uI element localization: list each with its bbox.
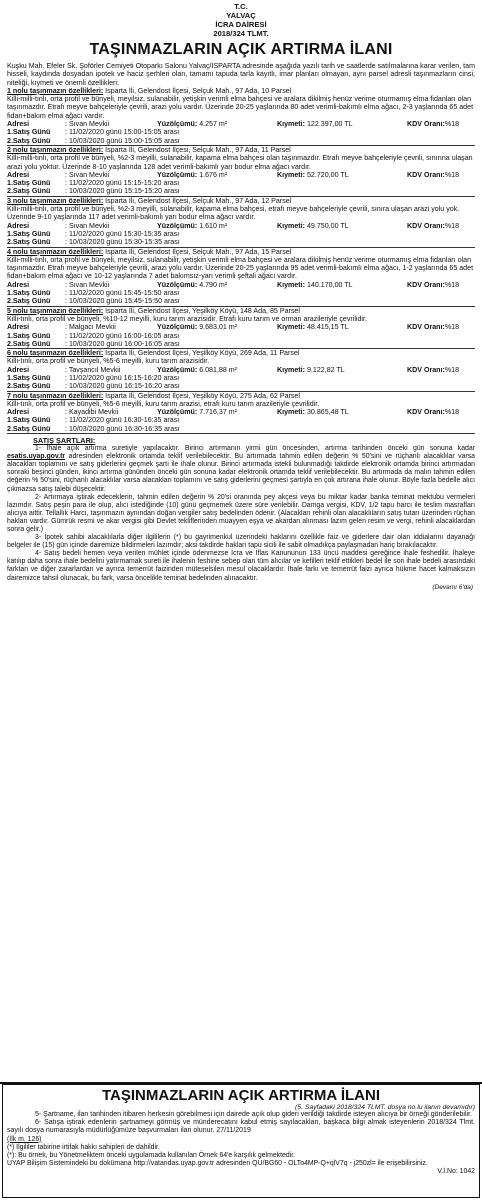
first-print-ref: (İlk m. 126) bbox=[7, 1135, 42, 1143]
sale-conditions-title: SATIŞ ŞARTLARI: bbox=[33, 436, 96, 446]
parcel-4 bbox=[7, 248, 475, 307]
parcel-title: 4 nolu taşınmazın özellikleri: bbox=[7, 247, 104, 256]
parcel-heading bbox=[7, 349, 475, 357]
parcel-heading bbox=[7, 197, 475, 205]
parcel-details-row bbox=[7, 120, 475, 128]
area-label: Yüzölçümü: bbox=[157, 408, 198, 417]
parcel-description: Killi-milli-tınlı, orta profil ve bünyeli, %2-3 meyilli, sulanabilir, kapama elma bahçesi olan taşınmazdır. Etrafı meyve bahçeleriyle çevrili, sınırına ulaşan arazi yolu yoktur. Üzerinde 8-10 yaşlarında 128 adet verimli-bakımlı yarı bodur elma ağacı vardır. bbox=[7, 154, 473, 171]
second-sale-row bbox=[7, 425, 475, 433]
parcel-area: 4.257 m² bbox=[199, 120, 228, 129]
parcel-address: : Tavşancıl Mevkii bbox=[65, 365, 121, 374]
parcel-details-row bbox=[7, 408, 475, 416]
ad-reference-number: V.İ.No: 1042 bbox=[437, 1167, 475, 1175]
address-label: Adresi bbox=[7, 221, 30, 230]
parcel-description: Killi-milli-tınlı, orta profil ve bünyeli, meyilsiz, sulanabilir, yetişkin verimli elma bahçesi ve aralara dikilmiş henüz verime oturmamış elma fidanları olan taşınmazdır. Etrafı meyve bahçeleriyle çevrili, arazi yolu vardır. Üzerinde 20-25 yaşlarında 95 adet verimli-bakımlı elma ağacı, 1-2 yaşlarında 65 adet fidan+bakım elma ağacı ve 10-12 yaşlarında 7 adet bakımsız-yarı verimli şeftali ağacı vardır. bbox=[7, 255, 474, 281]
first-sale-label: 1.Satış Günü bbox=[7, 331, 51, 340]
second-sale-date: : 10/03/2020 günü 15:45-15:50 arası bbox=[65, 297, 180, 306]
parcel-heading bbox=[7, 248, 475, 256]
first-sale-row bbox=[7, 128, 475, 136]
first-sale-row bbox=[7, 416, 475, 424]
parcel-location: Isparta İli, Gelendost İlçesi, Selçuk Mah., 97 Ada, 11 Parsel bbox=[103, 145, 291, 154]
continued-note: (Devamı 6'da) bbox=[432, 583, 473, 591]
first-sale-date: : 11/02/2020 günü 15:00-15:05 arası bbox=[65, 128, 180, 137]
parcel-value: 122.397,00 TL bbox=[306, 120, 353, 129]
condition-1-text-a: 1- İhale açık artırma suretiyle yapılacaktır. Birinci artırmanın yirmi gün öncesinden, artırma tarihinden önceki gün sonuna kadar bbox=[35, 445, 475, 453]
esatis-link[interactable]: esatis.uyap.gov.tr bbox=[7, 453, 66, 461]
second-sale-row bbox=[7, 187, 475, 195]
second-sale-date: : 10/03/2020 günü 15:30-15:35 arası bbox=[65, 238, 180, 247]
parcel-title: 7 nolu taşınmazın özellikleri: bbox=[7, 391, 104, 400]
parcel-details-row bbox=[7, 222, 475, 230]
value-label: Kıymeti: bbox=[277, 280, 305, 289]
parcel-title: 2 nolu taşınmazın özellikleri: bbox=[7, 145, 104, 154]
first-sale-date: : 11/02/2020 günü 15:30-15:35 arası bbox=[65, 229, 180, 238]
parcel-5 bbox=[7, 307, 475, 349]
value-label: Kıymeti: bbox=[277, 408, 305, 417]
area-label: Yüzölçümü: bbox=[157, 323, 198, 332]
address-label: Adresi bbox=[7, 120, 30, 129]
value-label: Kıymeti: bbox=[277, 221, 305, 230]
parcel-location: Isparta İli, Gelendost İlçesi, Selçuk Mah., 97 Ada, 12 Parsel bbox=[103, 196, 292, 205]
second-sale-label: 2.Satış Günü bbox=[7, 136, 51, 145]
first-sale-row bbox=[7, 179, 475, 187]
area-label: Yüzölçümü: bbox=[157, 120, 198, 129]
parcel-title: 5 nolu taşınmazın özellikleri: bbox=[7, 306, 104, 315]
continuation-subtitle: (5. Sayfadaki 2018/324 TLMT. dosya no.lu ilanın devamıdır) bbox=[295, 1104, 475, 1111]
parcel-description: Killi-tınlı, orta profil ve bünyeli, %10-12 meyilli, kuru tarım arazisidir. Etrafı kuru tarım ve orman arazileriyle çevrilidir. bbox=[7, 314, 367, 323]
second-sale-date: : 10/03/2020 günü 15:00-15:05 arası bbox=[65, 136, 180, 145]
parcel-6 bbox=[7, 349, 475, 391]
address-label: Adresi bbox=[7, 365, 30, 374]
header-line-office: İCRA DAİRESİ bbox=[215, 20, 267, 29]
second-sale-date: : 10/03/2020 günü 16:00-16:05 arası bbox=[65, 339, 180, 348]
second-sale-date: : 10/03/2020 günü 15:15-15:20 arası bbox=[65, 187, 180, 196]
first-sale-date: : 11/02/2020 günü 16:15-16:20 arası bbox=[65, 373, 180, 382]
area-label: Yüzölçümü: bbox=[157, 280, 198, 289]
first-sale-label: 1.Satış Günü bbox=[7, 289, 51, 298]
parcel-area: 6.081,88 m² bbox=[199, 365, 238, 374]
value-label: Kıymeti: bbox=[277, 323, 305, 332]
second-sale-row bbox=[7, 238, 475, 246]
first-sale-row bbox=[7, 332, 475, 340]
parcel-location: Isparta İli, Gelendost İlçesi, Yeşilköy Köyü, 148 Ada, 85 Parsel bbox=[103, 306, 300, 315]
second-sale-label: 2.Satış Günü bbox=[7, 339, 51, 348]
kdv-label: KDV Oranı: bbox=[407, 170, 445, 179]
parcel-location: Isparta İli, Gelendost İlçesi, Selçuk Mah., 97 Ada, 15 Parsel bbox=[103, 247, 292, 256]
first-sale-label: 1.Satış Günü bbox=[7, 229, 51, 238]
parcel-address: : Kayadibi Mevkii bbox=[65, 408, 119, 417]
parcel-area: 4.790 m² bbox=[199, 280, 228, 289]
second-sale-label: 2.Satış Günü bbox=[7, 297, 51, 306]
notice-title: TAŞINMAZLARIN AÇIK ARTIRMA İLANI bbox=[89, 41, 393, 58]
header-line-file-no: 2018/324 TLMT. bbox=[213, 29, 269, 38]
parcel-title: 3 nolu taşınmazın özellikleri: bbox=[7, 196, 104, 205]
parcel-value: 30.865,48 TL bbox=[306, 408, 349, 417]
parcel-heading bbox=[7, 146, 475, 154]
parcel-kdv: %18 bbox=[444, 120, 460, 129]
condition-4: 4- Satış bedeli hemen veya verilen mühlet içinde ödenmezse İcra ve İflas Kanununun 133 üncü maddesi gereğince ihale feshedilir. İhaleye katılıp daha sonra ihale bedelini yatırmamak sureti ile ihalenin feshine sebep olan tüm alıcılar ve kefilleri teklif ettikleri bedel ile son ihale bedeli arasındaki farktan ve diğer zararlardan ve ayrıca temerrüt faizinden müteselsilen mesul olacaklardır. İhale farkı ve temerrüt faizi ayrıca hükme hacet kalmaksızın dairemizce tahsil olunacak, bu fark, varsa öncelikle teminat bedelinden alınacaktır. bbox=[7, 550, 475, 582]
header-line-tc: T.C. bbox=[234, 2, 248, 11]
value-label: Kıymeti: bbox=[277, 365, 305, 374]
parcel-details-row bbox=[7, 171, 475, 179]
parcel-title: 1 nolu taşınmazın özellikleri: bbox=[7, 86, 104, 95]
parcel-value: 48.415,15 TL bbox=[306, 323, 349, 332]
parcel-location: Isparta İli, Gelendost İlçesi, Selçuk Mah., 97 Ada, 10 Parsel bbox=[103, 86, 292, 95]
parcel-area: 9.683,01 m² bbox=[199, 323, 238, 332]
parcel-address: : Sıvan Mevkii bbox=[65, 280, 110, 289]
kdv-label: KDV Oranı: bbox=[407, 365, 445, 374]
first-sale-date: : 11/02/2020 günü 15:45-15:50 arası bbox=[65, 289, 180, 298]
area-label: Yüzölçümü: bbox=[157, 365, 198, 374]
parcel-value: 9.122,82 TL bbox=[306, 365, 345, 374]
kdv-label: KDV Oranı: bbox=[407, 120, 445, 129]
second-sale-label: 2.Satış Günü bbox=[7, 424, 51, 433]
area-label: Yüzölçümü: bbox=[157, 170, 198, 179]
parcel-kdv: %18 bbox=[444, 365, 460, 374]
parcel-area: 1.676 m² bbox=[199, 170, 228, 179]
parcel-details-row bbox=[7, 323, 475, 331]
parcel-1 bbox=[7, 87, 475, 146]
notice-header bbox=[3, 2, 479, 38]
parcel-area: 7.716,37 m² bbox=[199, 408, 238, 417]
footnote-1: (*) İlgililer tabirine irtifak hakkı sahipleri de dahildir. bbox=[7, 1143, 160, 1151]
value-label: Kıymeti: bbox=[277, 120, 305, 129]
parcel-value: 52.720,00 TL bbox=[306, 170, 349, 179]
uyap-footer: UYAP Bilişim Sistemindeki bu dokümana http://vatandas.uyap.gov.tr adresinden QU/BG60 - OLTo4MP-Q+qlV7q - j250zl= ile erişebilirsiniz. bbox=[7, 1159, 428, 1167]
parcel-description: Killi-milli-tınlı, orta profil ve bünyeli, meyilsiz, sulanabilir, yetişkin verimli elma bahçesi ve aralara dikilmiş henüz verime oturmamış elma fidanları olan taşınmazdır. Etrafı meyve bahçeleriyle çevrili, arazi yolu vardır. Üzerinde 20-25 yaşlarında 80 adet verimli-bakımlı elma ağacı, 2-3 yaşlarında 65 adet fidan+bakım elma ağacı vardır. bbox=[7, 95, 474, 120]
parcel-area: 1.610 m² bbox=[199, 221, 228, 230]
second-sale-label: 2.Satış Günü bbox=[7, 238, 51, 247]
first-sale-label: 1.Satış Günü bbox=[7, 373, 51, 382]
second-sale-row bbox=[7, 297, 475, 305]
condition-5: 5- Şartname, ilan tarihinden itibaren herkesin görebilmesi için dairede açık olup gideri verildiği takdirde isteyen alıcıya bir örneği gönderilebilir. bbox=[35, 1111, 472, 1118]
address-label: Adresi bbox=[7, 323, 30, 332]
condition-6: 6- Satışa iştirak edenlerin şartnameyi görmüş ve münderecatını kabul etmiş sayılacakları, başkaca bilgi almak isteyenlerin 2018/324 Tlmt. sayılı dosya numarasıyla müdürlüğümüze başvurmaları ilan olunur. 27/11/2019 bbox=[7, 1119, 475, 1135]
parcel-divider bbox=[7, 433, 475, 434]
parcel-list bbox=[3, 87, 479, 434]
auction-notice-part2 bbox=[2, 1084, 480, 1198]
condition-3: 3- İpotek sahibi alacaklılarla diğer ilgililerin (*) bu gayrimenkul üzerindeki haklarını özellikle faiz ve giderlere dair olan iddialarını dayanağı belgeler ile (15) gün içinde dairemize bildirmeleri lazımdır; aksi takdirde hakları tapu sicili ile sabit olmadıkça paylaşmadan hariç bırakılacaktır. bbox=[7, 534, 475, 550]
parcel-kdv: %18 bbox=[444, 408, 460, 417]
address-label: Adresi bbox=[7, 280, 30, 289]
kdv-label: KDV Oranı: bbox=[407, 280, 445, 289]
parcel-heading bbox=[7, 392, 475, 400]
auction-notice-part1 bbox=[3, 2, 479, 1082]
parcel-location: Isparta İli, Gelendost İlçesi, Yeşilköy Köyü, 269 Ada, 11 Parsel bbox=[103, 349, 300, 358]
kdv-label: KDV Oranı: bbox=[407, 408, 445, 417]
parcel-address: : Malgacı Mevkii bbox=[65, 323, 116, 332]
first-sale-label: 1.Satış Günü bbox=[7, 128, 51, 137]
parcel-address: : Sıvan Mevkii bbox=[65, 221, 110, 230]
first-sale-date: : 11/02/2020 günü 16:00-16:05 arası bbox=[65, 331, 180, 340]
condition-1-text-b: adresinden elektronik ortamda teklif verilebilecektir. Bu artırmada tahmin edilen değerin % 50'sini ve rüçhanlı alacaklılar varsa alacakları toplamını ve satış giderlerini geçmek şartı ile ihale olunur. Birinci artırmada istekli bulunmadığı takdirde elektronik ortamda birinci artırmadan sonraki beşinci günden, ikinci artırma gününden önceki gün sonuna kadar elektronik ortamda teklif verilebilecektir. Bu artırmada da malın tahmin edilen değerin % 50'sini, rüçhanlı alacaklılar varsa alacakları toplamını ve satış giderlerini geçmesi şartıyla en çok artırana ihale olunur. Böyle fazla bedelle alıcı çıkmazsa satış talebi düşecektir. bbox=[7, 453, 475, 493]
second-sale-row bbox=[7, 340, 475, 348]
parcel-kdv: %18 bbox=[444, 323, 460, 332]
notice-intro: Kuşku Mah. Efeler Sk. Şoförler Cemiyeti Otoparkı Salonu Yalvaç/ISPARTA adresinde aşağıda yazılı tarih ve saatlerde satılmalarına karar verilen, tam hisseli, kaydında dosyadan ipotek ve haciz şerhleri olan, tamamı tapuda tarla kayıtlı, imar planları olmayan, aynı parsel adresli taşınmazların cinsi, niteliği, kıymeti ve önemli özellikleri: bbox=[7, 62, 475, 87]
first-sale-row bbox=[7, 230, 475, 238]
footnote-2: (*): Bu örnek, bu Yönetmeliktem önceki uygulamada kullanılan Örnek 64'e karşılık gelmektedir. bbox=[7, 1151, 296, 1159]
first-sale-row bbox=[7, 374, 475, 382]
parcel-title: 6 nolu taşınmazın özellikleri: bbox=[7, 349, 104, 358]
parcel-location: Isparta İli, Gelendost İlçesi, Yeşilköy Köyü, 275 Ada, 62 Parsel bbox=[103, 391, 300, 400]
first-sale-label: 1.Satış Günü bbox=[7, 179, 51, 188]
parcel-heading bbox=[7, 87, 475, 95]
second-sale-row bbox=[7, 137, 475, 145]
parcel-2 bbox=[7, 146, 475, 197]
parcel-value: 49.750,00 TL bbox=[306, 221, 349, 230]
parcel-7 bbox=[7, 392, 475, 434]
address-label: Adresi bbox=[7, 170, 30, 179]
parcel-details-row bbox=[7, 281, 475, 289]
address-label: Adresi bbox=[7, 408, 30, 417]
parcel-kdv: %18 bbox=[444, 170, 460, 179]
header-line-yalvac: YALVAÇ bbox=[226, 11, 256, 20]
kdv-label: KDV Oranı: bbox=[407, 323, 445, 332]
parcel-kdv: %18 bbox=[444, 221, 460, 230]
second-sale-date: : 10/03/2020 günü 16:15-16:20 arası bbox=[65, 382, 180, 391]
parcel-3 bbox=[7, 197, 475, 248]
parcel-description: Killi-milli-tınlı, orta profil ve bünyeli, %2-3 meyilli, sulanabilir, kapama elma bahçesi, etrafı meyve bahçeleriyle çevrili, sınıra ulaşan arazi yolu yok. Üzerinde 9-10 yaşlarında 117 adet verimli-bakımlı yarı bodur elma ağacı vardır. bbox=[7, 205, 460, 222]
second-sale-date: : 10/03/2020 günü 16:30-16:35 arası bbox=[65, 424, 180, 433]
parcel-heading bbox=[7, 307, 475, 315]
first-sale-date: : 11/02/2020 günü 15:15-15:20 arası bbox=[65, 179, 180, 188]
condition-1 bbox=[7, 445, 475, 494]
kdv-label: KDV Oranı: bbox=[407, 221, 445, 230]
continuation-title: TAŞINMAZLARIN AÇIK ARTIRMA İLANI bbox=[101, 1087, 381, 1104]
area-label: Yüzölçümü: bbox=[157, 221, 198, 230]
value-label: Kıymeti: bbox=[277, 170, 305, 179]
reference-row bbox=[7, 1168, 475, 1176]
first-sale-row bbox=[7, 289, 475, 297]
parcel-address: : Sıvan Mevkii bbox=[65, 170, 110, 179]
parcel-description: Killi-tınlı, orta profil ve bünyeli, %5-6 meyilli, kuru tarım arazisidir. bbox=[7, 357, 210, 366]
parcel-value: 140.170,00 TL bbox=[306, 280, 353, 289]
second-sale-label: 2.Satış Günü bbox=[7, 382, 51, 391]
first-sale-label: 1.Satış Günü bbox=[7, 416, 51, 425]
condition-2: 2- Artırmaya iştirak edeceklerin, tahmin edilen değerin % 20'si oranında pey akçesi veya bu miktar kadar banka teminat mektubu vermeleri lazımdır. Satış peşin para ile olup, alıcı istediğinde (10) günü geçmemek üzere süre verilebilir. Damga vergisi, KDV, 1/2 tapu harcı ile teslim masrafları alıcıya aittir. Tellallık Harcı, taşınmazın aynından doğan vergiler satış bedelinden ödenir. (Alacakları rehinli olan alacaklıların satış tutarı üzerinden rüçhan hakları vardır. Gümrük resmi ve akar vergisi gibi Devlet tekliflerinden muayyen eşya ve akardan alınması lazım gelen resim ve vergi, rehinli alacaklardan sonra gelir.) bbox=[7, 493, 475, 533]
first-sale-date: : 11/02/2020 günü 16:30-16:35 arası bbox=[65, 416, 180, 425]
parcel-kdv: %18 bbox=[444, 280, 460, 289]
parcel-description: Killi-tınlı, orta profil ve bünyeli, %5-6 meyilli, kuru tarım arazisi, etrafı kuru tarım arazileriyle çevrilidir. bbox=[7, 399, 320, 408]
second-sale-label: 2.Satış Günü bbox=[7, 187, 51, 196]
second-sale-row bbox=[7, 382, 475, 390]
parcel-details-row bbox=[7, 366, 475, 374]
parcel-address: : Sıvan Mevkii bbox=[65, 120, 110, 129]
